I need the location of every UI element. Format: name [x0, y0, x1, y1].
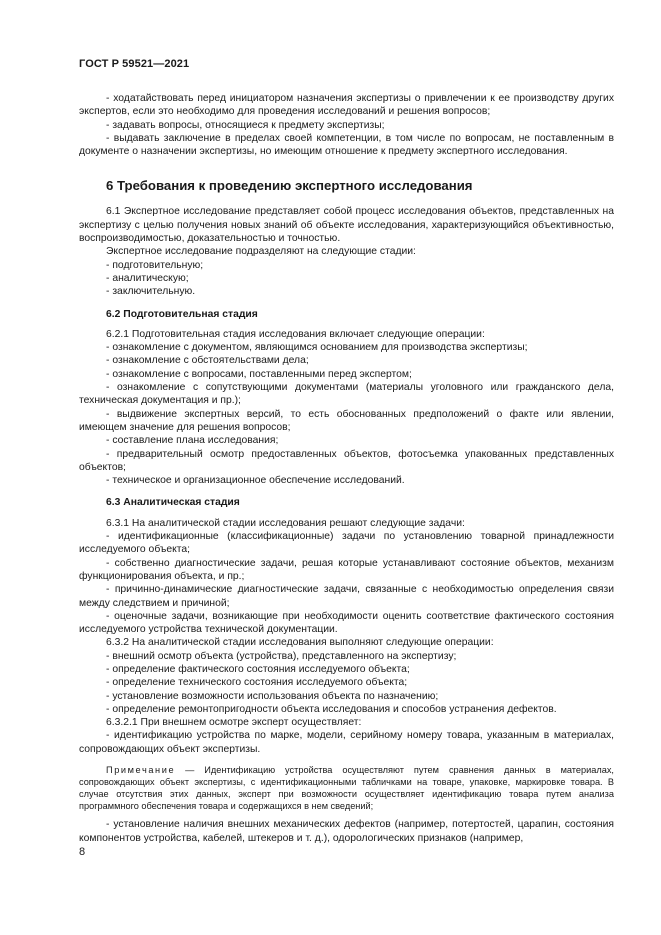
paragraph-6-3-2: 6.3.2 На аналитической стадии исследования выполняют следующие операции:	[106, 637, 494, 649]
paragraph-6-1: 6.1 Экспертное исследование представляет собой процесс исследования объектов, представленных на экспертизу с целью получения новых знаний об объекте исследования, характеризующийся объективностью, воспроизводимостью, доказательностью и точностью.	[79, 206, 614, 245]
inspection-item: - установление наличия внешних механических дефектов (например, потертостей, царапин, состояния компонентов устройства, кабелей, штекеров и т. д.), одорологических признаков (например,	[79, 819, 614, 844]
document-body	[79, 92, 614, 845]
paragraph-6-3-2-1: 6.3.2.1 При внешнем осмотре эксперт осуществляет:	[106, 717, 362, 729]
operation-item: - техническое и организационное обеспечение исследований.	[106, 475, 405, 487]
operation-item: - ознакомление с сопутствующими документами (материалы уголовного или гражданского дела, техническая документация и пр.);	[79, 382, 614, 407]
intro-item: - ходатайствовать перед инициатором назначения экспертизы о привлечении к ее производству других экспертов, если это необходимо для проведения исследований и решения вопросов;	[79, 93, 614, 118]
paragraph-6-3-1: 6.3.1 На аналитической стадии исследования решают следующие задачи:	[106, 517, 465, 529]
stage-item: - подготовительную;	[106, 259, 204, 271]
note-text: — Идентификацию устройства осуществляют путем сравнения данных в материалах, сопровождающих объект экспертизы, с идентификационными табличками на товаре, упаковке, маркировке товара. В случае отсутствия этих данных, эксперт при возможности осуществляет идентификацию товара путем анализа программного обеспечения товара и содержащихся в нем сведений;	[79, 765, 614, 812]
operation-item: - определение ремонтопригодности объекта исследования и способов устранения дефектов.	[106, 703, 557, 715]
page-number: 8	[79, 846, 86, 858]
intro-item: - выдавать заключение в пределах своей компетенции, в том числе по вопросам, не поставленным в документе о назначении экспертизы, но имеющим отношение к предмету экспертного исследования.	[79, 132, 614, 158]
task-item: - причинно-динамические диагностические задачи, связанные с необходимостью определения связи между следствием и причиной;	[79, 584, 614, 609]
task-item: - оценочные задачи, возникающие при необходимости оценить соответствие фактического состояния исследуемого устройства технической документации.	[79, 610, 614, 636]
stages-intro: Экспертное исследование подразделяют на следующие стадии:	[106, 246, 416, 258]
operation-item: - ознакомление с документом, являющимся основанием для производства экспертизы;	[106, 342, 528, 354]
paragraph-6-2-1: 6.2.1 Подготовительная стадия исследования включает следующие операции:	[106, 328, 485, 340]
operation-item: - предварительный осмотр предоставленных объектов, фотосъемка упакованных представленных объектов;	[79, 448, 614, 473]
note-label: Примечание	[106, 765, 176, 776]
operation-item: - определение фактического состояния исследуемого объекта;	[106, 663, 410, 675]
section-heading: 6 Требования к проведению экспертного исследования	[106, 178, 473, 194]
operation-item: - ознакомление с обстоятельствами дела;	[106, 355, 309, 367]
intro-item: - задавать вопросы, относящиеся к предмету экспертизы;	[106, 119, 385, 131]
subsection-heading: 6.2 Подготовительная стадия	[106, 308, 258, 320]
note	[79, 764, 614, 812]
task-item: - идентификационные (классификационные) задачи по установлению товарной принадлежности исследуемого объекта;	[79, 531, 614, 556]
inspection-item: - идентификацию устройства по марке, модели, серийному номеру товара, указанным в материалах, сопровождающих объект экспертизы.	[79, 730, 614, 755]
operation-item: - составление плана исследования;	[106, 435, 279, 447]
page-header-standard-code: ГОСТ Р 59521—2021	[79, 58, 190, 70]
task-item: - собственно диагностические задачи, решая которые устанавливают состояние объектов, механизм функционирования объекта, и пр.;	[79, 557, 614, 582]
stage-item: - аналитическую;	[106, 272, 189, 284]
operation-item: - внешний осмотр объекта (устройства), представленного на экспертизу;	[106, 650, 457, 662]
operation-item: - установление возможности использования объекта по назначению;	[106, 690, 439, 702]
subsection-heading: 6.3 Аналитическая стадия	[106, 497, 240, 509]
operation-item: - выдвижение экспертных версий, то есть обоснованных предположений о факте или явлении, имеющем значение для решения вопросов;	[79, 408, 614, 433]
operation-item: - определение технического состояния исследуемого объекта;	[106, 677, 408, 689]
stage-item: - заключительную.	[106, 286, 196, 298]
operation-item: - ознакомление с вопросами, поставленными перед экспертом;	[106, 368, 412, 380]
